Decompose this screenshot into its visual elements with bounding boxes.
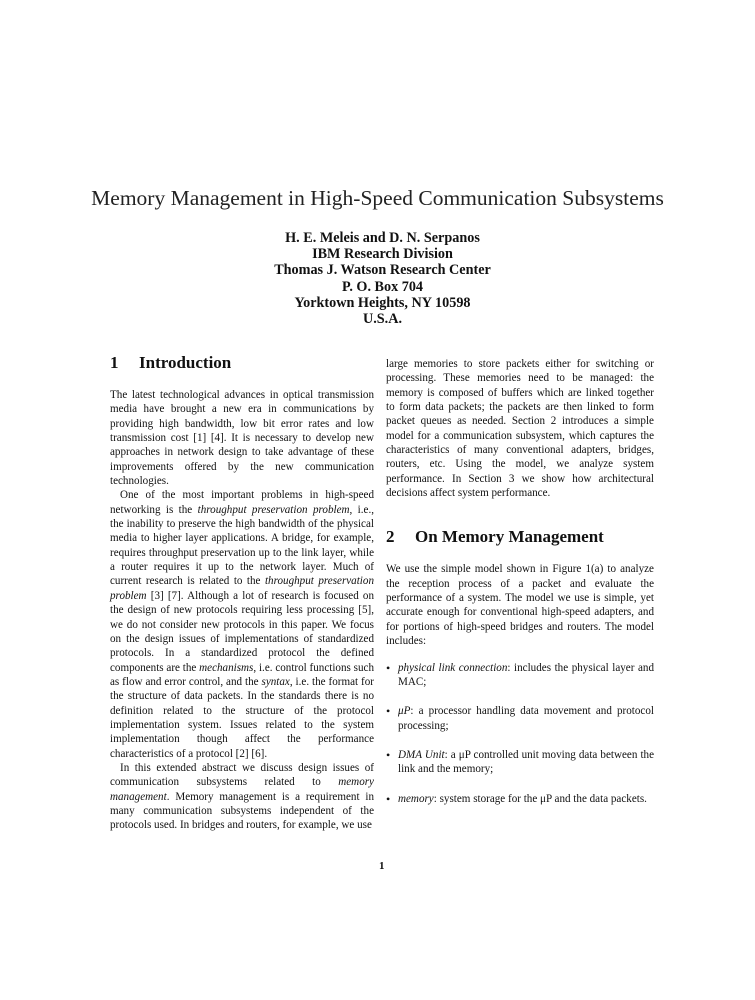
section-number: 1: [110, 353, 119, 372]
right-column: [386, 357, 654, 821]
intro-paragraph-3: In this extended abstract we discuss design issues of communication subsystems related to memory management. Memory management is a requirement in many communication subsystems independent of the protocols used. In bridges and routers, for example, we use: [110, 761, 374, 832]
list-item: • μP: a processor handling data movement and protocol processing;: [386, 704, 654, 733]
intro-paragraph-3-continued: large memories to store packets either for switching or processing. These memories need to be managed: the memory is composed of buffers which are linked together to form data packets; the packets are then linked to form packet queues as needed. Section 2 introduces a simple model for a communication subsystem, which captures the characteristics of many conventional adapters, bridges, routers, etc. Using the model, we analyze system performance. In Section 3 we show how architectural decisions affect system performance.: [386, 358, 654, 500]
list-item: • memory: system storage for the μP and the data packets.: [386, 792, 654, 806]
section-title: On Memory Management: [415, 527, 604, 547]
intro-continuation: [386, 357, 654, 500]
section-2-heading: [386, 526, 654, 548]
list-item: • DMA Unit: a μP controlled unit moving data between the link and the memory;: [386, 748, 654, 777]
address-box: P. O. Box 704: [341, 278, 424, 295]
author-block: [0, 230, 755, 327]
paper-title: Memory Management in High-Speed Communication Subsystems: [91, 186, 664, 210]
left-column: [110, 352, 374, 833]
section-2-paragraph: We use the simple model shown in Figure 1(a) to analyze the reception process of a packet and evaluate the performance of a system. The model we use is simple, yet accurate enough for conventional high-speed adapters, and for portions of high-speed bridges and routers. The model includes:: [386, 563, 654, 648]
address-city: Yorktown Heights, NY 10598: [294, 294, 471, 311]
affiliation-division: IBM Research Division: [312, 246, 453, 263]
section-2: [386, 526, 654, 805]
model-component-list: [386, 661, 654, 806]
page-number: 1: [379, 860, 385, 872]
list-item: • physical link connection: includes the physical layer and MAC;: [386, 661, 654, 690]
intro-paragraph-2: One of the most important problems in high-speed networking is the throughput preservation problem, i.e., the inability to preserve the high bandwidth of the physical media to higher layer applications. A bridge, for example, requires throughput preservation up to the link layer, while a router requires it up to the network layer. Much of current research is related to the throughput preservation problem [3] [7]. Although a lot of research is focused on the design of new protocols requiring less processing [5], we do not consider new protocols in this paper. We focus on the design issues of implementations of standardized protocols. In a standardized protocol the defined components are the mechanisms, i.e. control functions such as flow and error control, and the syntax, i.e. the format for the structure of data packets. In the standards there is no definition related to the structure of the protocol implementation system. Issues related to the system implementation though affect the performance characteristics of a protocol [2] [6].: [110, 489, 374, 760]
section-1-heading: [110, 352, 374, 374]
affiliation-center: Thomas J. Watson Research Center: [274, 262, 491, 279]
author-names: H. E. Meleis and D. N. Serpanos: [285, 230, 480, 246]
section-title: Introduction: [139, 353, 232, 372]
address-country: U.S.A.: [362, 311, 403, 328]
intro-paragraph-1: The latest technological advances in optical transmission media have brought a new era in communications by providing high bandwidth, low bit error rates and low transmission cost [1] [4]. It is necessary to develop new approaches in network design to take advantage of these improvements offered by the new communication technologies.: [110, 389, 374, 488]
section-number: 2: [386, 527, 395, 547]
